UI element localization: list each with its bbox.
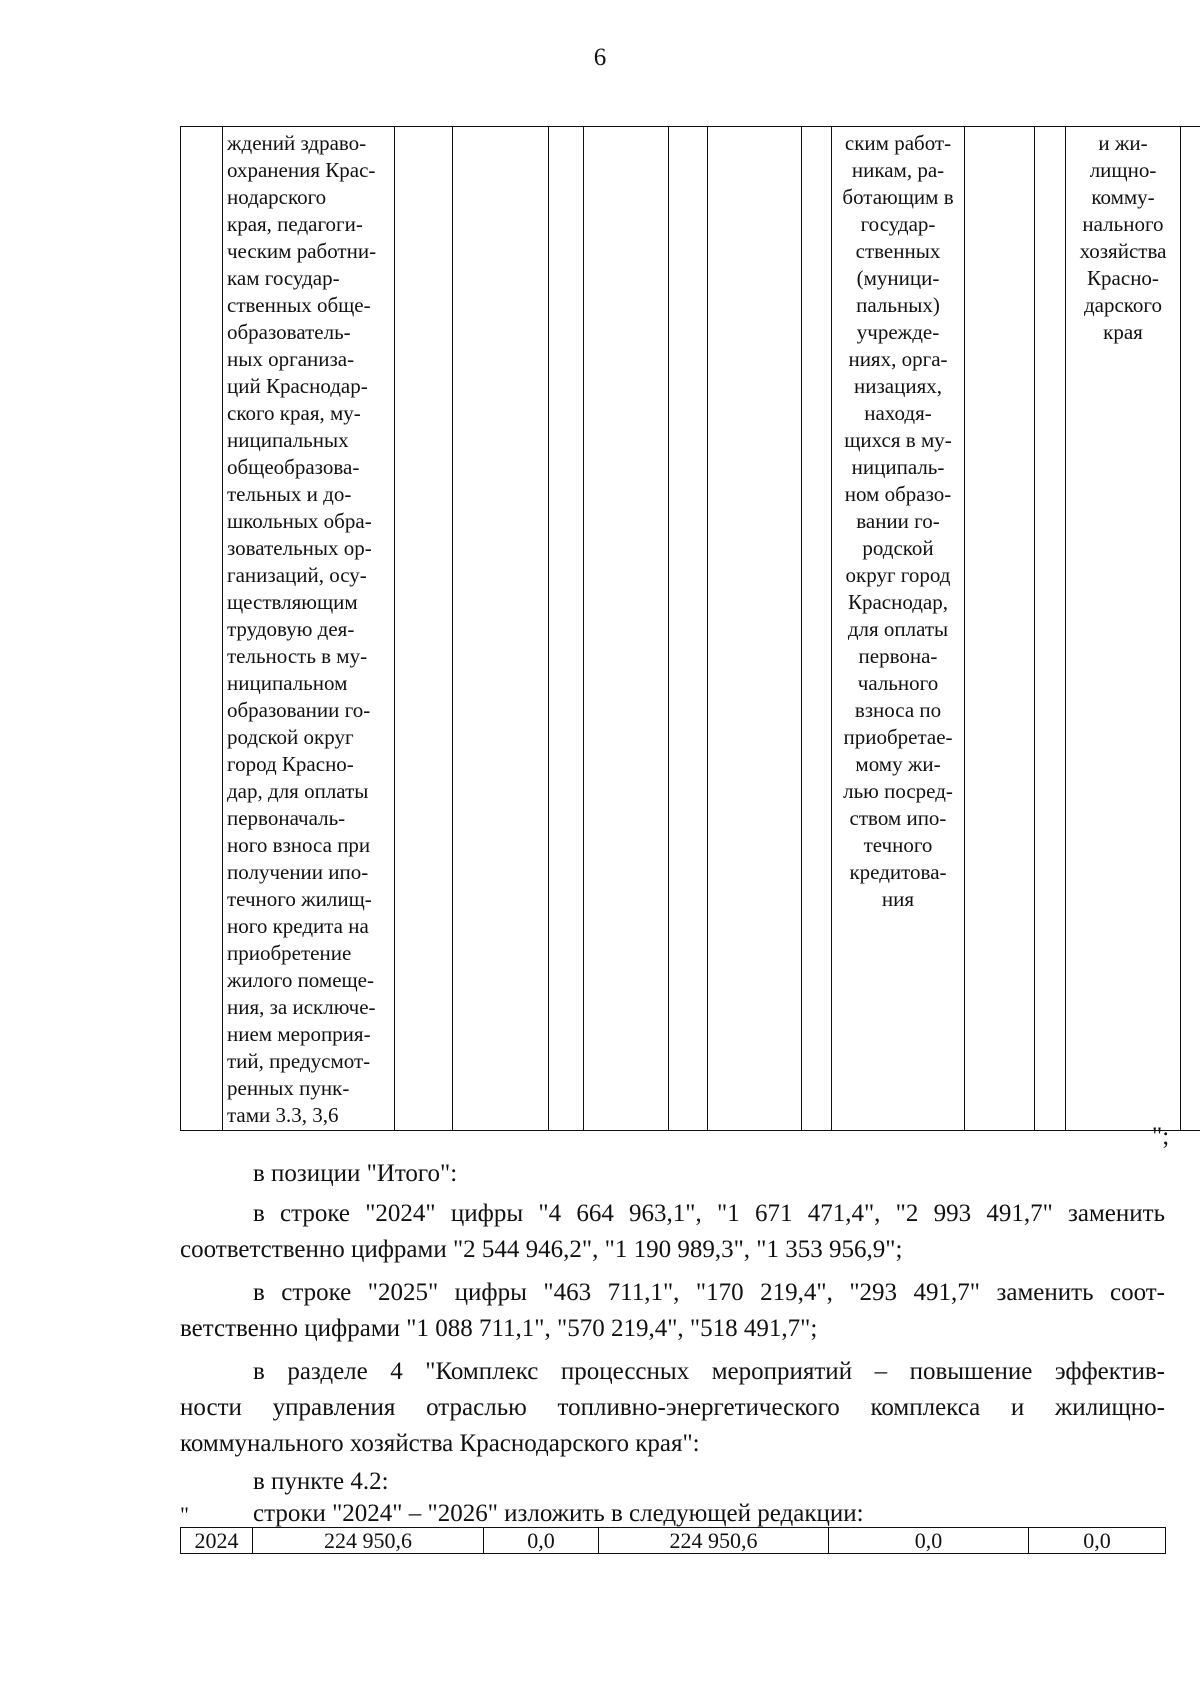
table-cell bbox=[453, 127, 549, 1131]
closing-quote: "; bbox=[1152, 1123, 1170, 1150]
paragraph-section4-line2: ности управления отраслью топливно-энергетического комплекса и жилищно- bbox=[180, 1394, 1165, 1421]
value-cell: 224 950,6 bbox=[599, 1528, 829, 1554]
table-cell bbox=[549, 127, 584, 1131]
measures-table-fragment bbox=[180, 126, 1200, 1131]
table-cell bbox=[584, 127, 669, 1131]
paragraph-section4-line3: коммунального хозяйства Краснодарского края": bbox=[180, 1430, 700, 1457]
paragraph-section4-line1: в разделе 4 "Комплекс процессных мероприятий – повышение эффектив- bbox=[253, 1358, 1165, 1385]
paragraph-rows-instruction: строки "2024" – "2026" изложить в следующей редакции: bbox=[253, 1500, 864, 1527]
table-cell bbox=[1035, 127, 1066, 1131]
table-cell-executor: и жи- лищно- комму- нального хозяйства Красно- дарского края bbox=[1066, 127, 1181, 1131]
value-cell: 0,0 bbox=[829, 1528, 1029, 1554]
paragraph-2024-line2: соответственно цифрами "2 544 946,2", "1 190 989,3", "1 353 956,9"; bbox=[180, 1236, 903, 1263]
value-cell: 0,0 bbox=[1029, 1528, 1166, 1554]
paragraph-2025-line2: ветственно цифрами "1 088 711,1", "570 219,4", "518 491,7"; bbox=[180, 1315, 818, 1342]
value-cell: 0,0 bbox=[484, 1528, 599, 1554]
paragraph-2025-line1: в строке "2025" цифры "463 711,1", "170 219,4", "293 491,7" заменить соот- bbox=[253, 1279, 1165, 1306]
table-cell-measure-name: ждений здраво- охранения Крас- нодарского края, педагоги- ческим работни- кам государ- ственных обще- образователь- ных организа- ций Краснодар- ского края, му- ниципальных общеобразова- тельных и до- школьных обра- зовательных ор- ганизаций, осу- ществляющим трудовую дея- тельность в му- ниципальном образовании го- родской округ город Красно- дар, для оплаты первоначаль- ного взноса при получении ипо- течного жилищ- ного кредита на приобретение жилого помеще- ния, за исключе- нием мероприя- тий, предусмот- ренных пунк- тами 3.3, 3,6 bbox=[223, 127, 395, 1131]
paragraph-2024-line1: в строке "2024" цифры "4 664 963,1", "1 671 471,4", "2 993 491,7" заменить bbox=[253, 1200, 1165, 1227]
table-cell bbox=[965, 127, 1035, 1131]
table-cell-number bbox=[181, 127, 223, 1131]
paragraph-itogo: в позиции "Итого": bbox=[253, 1160, 458, 1187]
table-cell bbox=[669, 127, 708, 1131]
paragraph-item-4-2: в пункте 4.2: bbox=[253, 1468, 389, 1495]
table-cell bbox=[395, 127, 453, 1131]
table-cell bbox=[1181, 127, 1200, 1131]
year-row-table bbox=[180, 1527, 1166, 1554]
table-cell-result: ским работ- никам, ра- ботающим в государ- ственных (муници- пальных) учрежде- ниях, орга- низациях, находя- щихся в му- ниципаль- ном образо- вании го- родской округ город Краснодар, для оплаты первона- чального взноса по приобретае- мому жи- лью посред- ством ипо- течного кредитова- ния bbox=[832, 127, 965, 1131]
page-number: 6 bbox=[593, 44, 607, 71]
value-cell: 224 950,6 bbox=[253, 1528, 484, 1554]
table-row bbox=[181, 1528, 1166, 1554]
year-cell: 2024 bbox=[181, 1528, 253, 1554]
opening-quote: " bbox=[180, 1502, 189, 1527]
table-cell bbox=[708, 127, 802, 1131]
table-cell bbox=[802, 127, 832, 1131]
